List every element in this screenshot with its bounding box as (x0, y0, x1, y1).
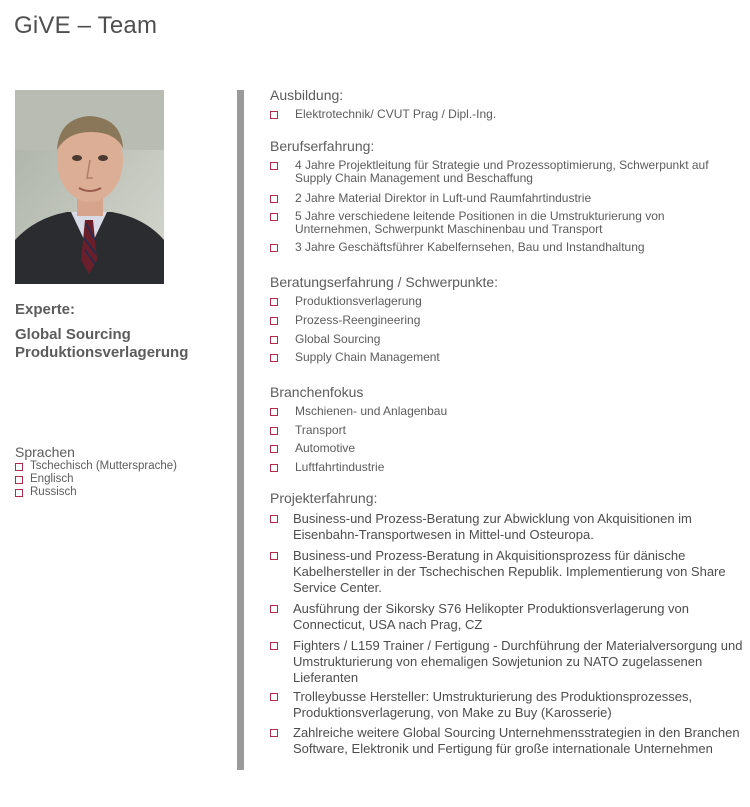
bullet-icon (270, 336, 278, 344)
bullet-icon (270, 354, 278, 362)
list-item: Business-und Prozess-Beratung zur Abwicklung von Akquisitionen im Eisenbahn-Transportwesen in Mittel-und Osteuropa. (270, 511, 748, 543)
list-item: Ausführung der Sikorsky S76 Helikopter Produktionsverlagerung von Connecticut, USA nach Prag, CZ (270, 601, 748, 633)
bullet-icon (15, 463, 23, 471)
profile-photo (15, 90, 164, 284)
list-item: Luftfahrtindustrie (270, 461, 725, 474)
bullet-icon (270, 427, 278, 435)
bullet-icon (270, 693, 278, 701)
bullet-icon (270, 642, 278, 650)
list-item: Trolleybusse Hersteller: Umstrukturierung des Produktionsprozesses, Produktionsverlagerung, von Make zu Buy (Karosserie) (270, 689, 748, 721)
list-item: 4 Jahre Projektleitung für Strategie und Prozessoptimierung, Schwerpunkt auf Supply Chain Management und Beschaffung (270, 159, 725, 185)
bullet-icon (270, 605, 278, 613)
vertical-divider (237, 90, 244, 770)
bullet-icon (270, 552, 278, 560)
languages-title: Sprachen (15, 444, 75, 460)
list-item: Prozess-Reengineering (270, 314, 725, 327)
bullet-icon (270, 464, 278, 472)
list-item: Automotive (270, 442, 725, 455)
expert-label: Experte: (15, 301, 76, 318)
list-item: 5 Jahre verschiedene leitende Positionen in die Umstrukturierung von Unternehmen, Schwerpunkt Maschinenbau und Transport (270, 210, 725, 236)
list-item: Tschechisch (Muttersprache) (15, 460, 177, 473)
bullet-icon (270, 213, 278, 221)
list-item: Transport (270, 424, 725, 437)
list-item: Global Sourcing (270, 333, 725, 346)
list-item: Produktionsverlagerung (270, 295, 725, 308)
bullet-icon (270, 195, 278, 203)
list-item: Zahlreiche weitere Global Sourcing Unternehmensstrategien in den Branchen Software, Elektronik und Fertigung für große internationale Unternehmen (270, 725, 748, 757)
bullet-icon (270, 515, 278, 523)
section-title-branchen: Branchenfokus (270, 384, 364, 400)
list-item: Supply Chain Management (270, 351, 725, 364)
list-item: Fighters / L159 Trainer / Fertigung - Durchführung der Materialversorgung und Umstrukturierung von ehemaligen Sowjetunion zu NATO zugelassenen Lieferanten (270, 638, 748, 686)
section-title-beratung: Beratungserfahrung / Schwerpunkte: (270, 274, 499, 290)
list-item: Englisch (15, 473, 177, 486)
bullet-icon (15, 476, 23, 484)
list-item: Elektrotechnik/ CVUT Prag / Dipl.-Ing. (270, 108, 725, 121)
bullet-icon (15, 489, 23, 497)
page-title: GiVE – Team (14, 12, 158, 39)
bullet-icon (270, 298, 278, 306)
list-item: Mschienen- und Anlagenbau (270, 405, 725, 418)
list-item: 2 Jahre Material Direktor in Luft-und Raumfahrtindustrie (270, 192, 725, 205)
bullet-icon (270, 317, 278, 325)
specialty-line-2: Produktionsverlagerung (15, 344, 189, 361)
specialty-line-1: Global Sourcing (15, 326, 131, 343)
bullet-icon (270, 445, 278, 453)
section-title-projekte: Projekterfahrung: (270, 490, 378, 506)
section-title-ausbildung: Ausbildung: (270, 87, 344, 103)
bullet-icon (270, 408, 278, 416)
bullet-icon (270, 111, 278, 119)
languages-list (15, 460, 177, 499)
bullet-icon (270, 729, 278, 737)
bullet-icon (270, 244, 278, 252)
list-item: Business-und Prozess-Beratung in Akquisitionsprozess für dänische Kabelhersteller in der Tschechischen Republik. Implementierung von Share Service Center. (270, 548, 748, 596)
list-item: 3 Jahre Geschäftsführer Kabelfernsehen, Bau und Instandhaltung (270, 241, 725, 254)
bullet-icon (270, 162, 278, 170)
list-item: Russisch (15, 486, 177, 499)
section-title-berufserfahrung: Berufserfahrung: (270, 138, 375, 154)
